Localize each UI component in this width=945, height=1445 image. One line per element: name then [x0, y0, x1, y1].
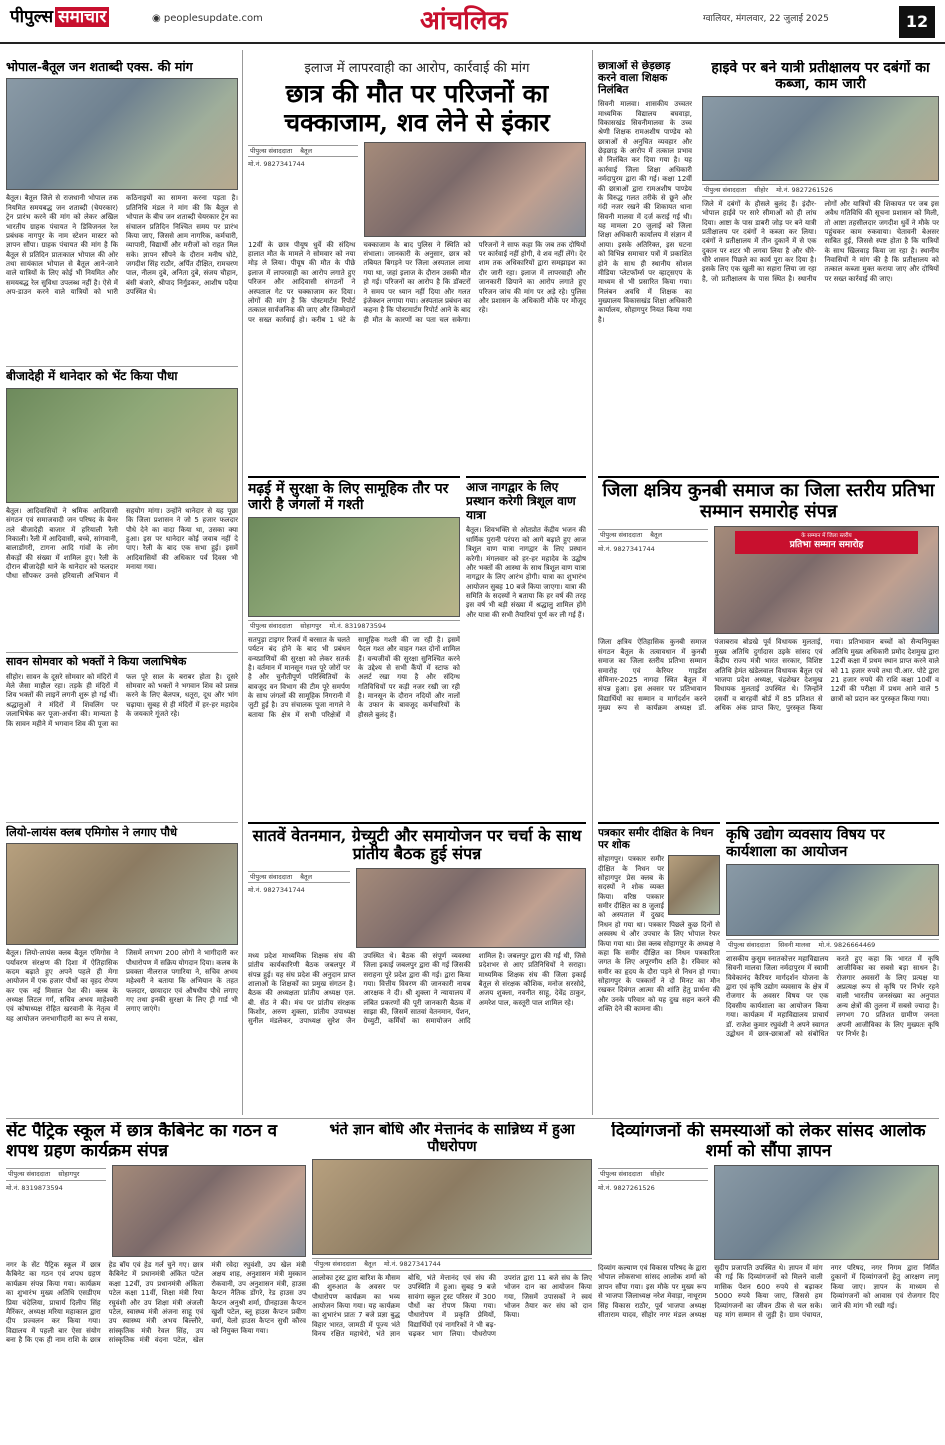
page-number: 12: [899, 6, 935, 38]
byline: पीपुल्स संवाददाता सीहोर मो.नं. 9827261526: [702, 184, 939, 197]
story-teachers-meeting: [248, 822, 586, 1112]
news-photo: [6, 843, 238, 945]
story-plantation: [312, 1122, 592, 1440]
article-body: नगर के सेंट पैट्रिक स्कूल में छात्र कैबिनेट का गठन एवं शपथ ग्रहण कार्यक्रम संपन्न किया गया। कार्यक्रम का शुभारंभ मुख्य अतिथि एसडीएम प्रिया चंदेलिया, प्राचार्य दिलीप सिंह मैरिंकर, अध्यक्ष मरिया महाकाल द्वारा दीप प्रज्वलन कर किया गया। विद्यालय में पहली बार ऐसा संयोग बना है कि एक ही नाम राशि के छात्र हेड बॉय एवं हेड गर्ल चुने गए। छात्र कैबिनेट में प्रधानमंत्री अंकित पटेल कक्षा 12वीं, उप प्रधानमंत्री अंकिता पटेल कक्षा 11वीं, शिक्षा मंत्री रिया रघुवंशी और उप शिक्षा मंत्री अंजली पटेल, स्वास्थ्य मंत्री अंजना साहू एवं उप स्वास्थ्य मंत्री अभय बिल्लौरे, सांस्कृतिक मंत्री रेवल सिंह, उप सांस्कृतिक मंत्री वंदना पटेल, खेल मंत्री रवेदा रघुवंशी, उप खेल मंत्री अक्षय शाह, अनुशासन मंत्री मुस्कान रोकवानी, उप अनुशासन मंत्री, हाउस कैप्टन नैतिक डोंगरे, रेड हाउस उप कैप्टन अनुश्री शर्मा, ग्रीनहाउस कैप्टन खुशी पटेल, ब्लू हाउस कैप्टन प्रवीण वर्मा, येलो हाउस कैप्टन सुधी कौरव को नियुक्त किया गया।: [6, 1261, 306, 1345]
story-divyang-memo: [598, 1122, 939, 1440]
headline: पत्रकार समीर दीक्षित के निधन पर शोक: [598, 822, 720, 851]
byline-mobile: मो.नं. 8319873594: [6, 1183, 63, 1192]
newspaper-logo[interactable]: [10, 6, 109, 28]
story-bijadehi: [6, 366, 238, 646]
column-rule: [242, 50, 243, 1115]
byline-mobile: मो.नं. 9827341744: [248, 160, 305, 169]
byline: पीपुल्स संवाददाता सीहोर: [598, 1168, 708, 1181]
article-body: सीहोर। सावन के दूसरे सोमवार को मंदिरों में मेले जैसा माहौल रहा। तड़के ही मंदिरों में शिव भक्तों की लाइनें लगनी शुरू हो गई थीं। श्रद्धालुओं ने मंदिरों में शिवलिंग पर जलाभिषेक कर पूजा-अर्चना की। मान्यता है कि सावन महीने में भगवान शिव की पूजा का फल पूरे साल के बराबर होता है। दूसरे सोमवार को भक्तों ने भगवान शिव को प्रसन्न करने के लिए बेलपत्र, धतूरा, दूध और भांग चढ़ाया। सुबह से ही मंदिरों में हर-हर महादेव के जयकारे गूंजते रहे।: [6, 672, 238, 728]
byline-mobile: मो.नं. 9827261526: [598, 1183, 655, 1192]
story-jan-shatabdi: [6, 60, 238, 360]
photo-banner: के सम्मान में जिला स्तरीय प्रतिभा सम्मान समारोह: [735, 531, 918, 553]
news-photo: [702, 96, 939, 181]
news-photo: [726, 864, 939, 936]
headline: भोपाल-बैतूल जन शताब्दी एक्स. की मांग: [6, 60, 193, 74]
article-body: 12वीं के छात्र पीयूष धुर्वे की संदिग्ध हालात मौत के मामले ने सोमवार को नया मोड़ ले लिया। पीयूष की मौत के पीछे इलाज में लापरवाही का आरोप लगाते हुए परिजन और आदिवासी संगठनों ने अस्पताल गेट पर चक्काजाम कर दिया। लोगों की मांग है कि पोस्टमार्टम रिपोर्ट तत्काल सार्वजनिक की जाए और जिम्मेदारों पर सख्त कार्रवाई हो। करीब 1 घंटे के चक्काजाम के बाद पुलिस ने स्थिति को संभाला। जानकारी के अनुसार, छात्र को तबियत बिगड़ने पर जिला अस्पताल लाया गया था, जहां इलाज के दौरान उसकी मौत हो गई। परिजनों का आरोप है कि डॉक्टरों ने समय पर ध्यान नहीं दिया और गलत इंजेक्शन लगाया गया। अस्पताल प्रबंधन का कहना है कि पोस्टमार्टम रिपोर्ट आने के बाद ही मौत के कारणों का पता चल सकेगा। परिजनों ने साफ कहा कि जब तक दोषियों पर कार्रवाई नहीं होगी, वे शव नहीं लेंगे। देर शाम तक अधिकारियों द्वारा समझाइश का दौर जारी रहा। इलाज में लापरवाही और जानकारी छिपाने का आरोप लगाते हुए परिजन जांच की मांग पर अड़े रहे। पुलिस और प्रशासन के अधिकारी मौके पर मौजूद रहे।: [248, 240, 586, 324]
website-link[interactable]: ◉ peoplesupdate.com: [152, 13, 263, 24]
portrait-photo: [668, 855, 720, 915]
article-body: बैतूल। शिवभक्ति से ओतप्रोत केंद्रीय भजन की धार्मिक पुरानी परंपरा को आगे बढ़ाते हुए आज त्रिशूल वाण यात्रा नागद्वार के लिए प्रस्थान करेगी। मंगलवार को हर-हर महादेव के उद्घोष और भक्तों की आस्था के साथ त्रिशूल वाण यात्रा नागद्वार के लिए आरंभ होगी। यात्रा का शुभारंभ आयोजन सुबह 10 बजे किया जाएगा। यात्रा की समिति के सदस्यों ने बताया कि हर वर्ष की तरह इस वर्ष भी बड़ी संख्या में श्रद्धालु शामिल होंगे और यात्रा की सभी तैयारियां पूर्ण कर ली गई हैं।: [466, 526, 586, 619]
article-body: बैतूल। लियो-लायंस क्लब बैतूल एमिगोस ने पर्यावरण संरक्षण की दिशा में ऐतिहासिक कदम बढ़ाते हुए अपने पहले ही मेगा आयोजन में एक हजार पौधों का वृहद रोपण कर एक नई मिसाल पेश की। क्लब के अध्यक्ष लिटल गर्ग, सचिव अभय माहेश्वरी एवं कोषाध्यक्ष रोहित खरवानी के नेतृत्व में यह आयोजन जनभागीदारी का रूप ले सका, जिसमें लगभग 200 लोगों ने भागीदारी कर पौधारोपण में सक्रिय योगदान दिया। कलब के प्रवक्ता नीलराज पगारिया ने, सचिव अभय महेश्वरी ने बताया कि अभियान के तहत फलदार, छायादार एवं औषधीय पौधे लगाए गए तथा इनकी सुरक्षा के लिए ट्री गार्ड भी लगाए जाएंगे।: [6, 949, 238, 1023]
article-body: शासकीय कुसुम स्नातकोत्तर महाविद्यालय सिवनी मालवा जिला नर्मदापुरम में स्वामी विवेकानंद कैरियर मार्गदर्शन योजना के द्वारा एवं कृषि उद्योग व्यवसाय के क्षेत्र में रोजगार के अवसर विषय पर एक दिवसीय कार्यशाला का आयोजन किया गया। कार्यक्रम में महाविद्यालय प्राचार्य डॉ. राजेश कुमार रघुवंशी ने अपने स्वागत उद्बोधन में छात्र-छात्राओं को संबोधित करते हुए कहा कि भारत में कृषि आजीविका का सबसे बड़ा साधन है। रोजगार अवसरों के लिए प्रत्यक्ष या अप्रत्यक्ष रूप से कृषि पर निर्भर रहने वाली भारतीय जनसंख्या का अनुपात अन्य क्षेत्रों की तुलना में सबसे ज्यादा है। लगभग 70 प्रतिशत ग्रामीण जनता अपनी आजीविका के लिए मुख्यतः कृषि पर निर्भर है।: [726, 954, 939, 1038]
article-body: दिव्यांग कल्याण एवं विकास परिषद के द्वारा भोपाल लोकसभा सांसद आलोक शर्मा को ज्ञापन सौंपा गया। इस मौके पर मुख्य रूप से भाजपा जिलाध्यक्ष नरेश मेवाड़ा, नाथूराम सिंह विकास राठौर, पूर्व भाजपा अध्यक्ष सीताराम यादव, सीहोर नगर मंडल अध्यक्ष सुदीप प्रजापति उपस्थित थे। ज्ञापन में मांग की गई कि दिव्यांगजनों को मिलने वाली मासिक पेंशन 600 रुपये से बढ़ाकर 5000 रुपये किया जाए, जिससे हम दिव्यांगजनों का जीवन ठीक से चल सके। यह मांग सम्मान से जुड़ी है। ग्राम पंचायत, नगर परिषद, नगर निगम द्वारा निर्मित दुकानों में दिव्यांगजनों हेतु आरक्षण लागू किया जाए। ज्ञापन के माध्यम से दिव्यांगजनों को आवास एवं रोजगार दिए जाने की मांग भी रखी गई।: [598, 1264, 939, 1319]
byline: पीपुल्स संवाददाता बैतूल मो.नं. 9827341744: [312, 1258, 592, 1271]
byline: पीपुल्स संवाददाता बैतूल: [248, 871, 350, 884]
headline: लियो-लायंस क्लब एमिगोस ने लगाए पौधे: [6, 822, 238, 839]
byline: पीपुल्स संवाददाता सोहागपुर: [6, 1168, 106, 1181]
byline-mobile: मो.नं. 9827341744: [598, 544, 655, 553]
story-lead-chakkajam: [248, 60, 586, 472]
article-body: जिला क्षत्रिय ऐतिहासिक कुनबी समाज संगठन बैतूल के तत्वावधान में कुनबी समाज का जिला स्तरीय प्रतिभा सम्मान समारोह एवं केरियर गाइडेंस सेमिनार-2025 नागदा स्थित बैतूल में संपन्न हुआ। इस अवसर पर प्रतिभावान विद्यार्थियों का सम्मान व मार्गदर्शन करने मुख्य रूप से कार्यक्रम अध्यक्ष डॉ. पंजाबराव बोडखे पूर्व विधायक मुलताई, मुख्य अतिथि दुर्गादास उइके सांसद एवं केंद्रीय राज्य मंत्री भारत सरकार, विशिष्ट अतिथि हेमंत खंडेलवाल विधायक बैतूल एवं भाजपा प्रदेश अध्यक्ष, चंद्रशेखर देशमुख विधायक मुलताई उपस्थित थे। जिन्होंने दसवीं व बारहवीं बोर्ड में 85 प्रतिशत से अधिक अंक प्राप्त किए, पुरस्कृत किया गया। प्रतिभावान बच्चों को सैन्यनियुक्त अतिथि मुख्य अधिकारी प्रमोद देशमुख द्वारा 12वीं कक्षा में प्रथम स्थान प्राप्त करने वाले को 11 हजार रुपये तथा पी.आर. पोटे द्वारा 21 हजार रुपये की राशि कक्षा 10वीं व 12वीं की परीक्षा में प्रथम आने वाले 5 छात्रों को प्रदान कर पुरस्कृत किया गया।: [598, 638, 939, 712]
byline: पीपुल्स संवाददाता बैतूल: [248, 145, 358, 158]
headline: सावन सोमवार को भक्तों ने किया जलाभिषेक: [6, 652, 238, 669]
masthead: [0, 0, 945, 44]
byline: पीपुल्स संवाददाता सिवनी मालवा मो.नं. 9826664469: [726, 939, 939, 952]
section-title: आंचलिक: [420, 6, 508, 36]
story-lions-club: [6, 822, 238, 1112]
headline: छात्राओं से छेड़छाड़ करने वाला शिक्षक निलंबित: [598, 60, 671, 97]
story-journalist-condolence: [598, 822, 720, 1112]
brand-name: पीपुल्स: [10, 7, 54, 27]
row-rule: [6, 1118, 939, 1119]
byline-mobile: मो.नं. 9827341744: [248, 886, 305, 895]
article-body: मध्य प्रदेश माध्यमिक शिक्षक संघ की प्रांतीय कार्यकारिणी बैठक जबलपुर में संपन्न हुई। यह संघ प्रदेश की अनुदान प्राप्त शालाओं के शिक्षकों का प्रमुख संगठन है। बैठक की अध्यक्षता प्रांतीय अध्यक्ष एल. बी. सेंठ ने की। मंच पर प्रांतीय संरक्षक किशोर, अरुण शुक्ला, प्रांतीय उपाध्यक्ष सुनील मंडलेकर, उपाध्यक्ष सुरेश जैन उपस्थित थे। बैठक की संपूर्ण व्यवस्था जिला इकाई जबलपुर द्वारा की गई जिसकी सराहना पूरे प्रदेश द्वारा की गई। द्वारा किया गया। वित्तीय विवरण की जानकारी नायब आरक्षक ने दी। श्री शुक्ला ने न्यायालय में लंबित प्रकरणों की पूरी जानकारी बैठक में साझा की, जिसमें सातवां वेतनमान, पेंशन, ग्रेच्युटी, कर्मियों का समायोजन आदि शामिल है। जबलपुर द्वारा की गई थी, जिसे प्रदेशभर से आए प्रतिनिधियों ने सराहा। माध्यमिक शिक्षक संघ की जिला इकाई बैतूल से संरक्षक कौशिक, मनोज सरसोदे, अजय शुक्ला, नवनीत साहू, देवेंद्र ठाकुर, अमरेश पाल, कस्तूरी पाल शामिल रहे।: [248, 951, 586, 1026]
story-madhai-patrol: [248, 476, 460, 810]
news-photo: [364, 142, 586, 237]
headline: बीजादेही में थानेदार को भेंट किया पौधा: [6, 366, 238, 384]
brand-name-highlight: समाचार: [55, 7, 109, 27]
headline: सेंट पैट्रिक स्कूल में छात्र कैबिनेट का गठन व शपथ ग्रहण कार्यक्रम संपन्न: [6, 1122, 278, 1161]
article-body: बैतूल। आदिवासियों ने श्रमिक आदिवासी संगठन एवं समाजवादी जन परिषद के बैनर तले बीजादेही बाजार में हरियाली रैली निकाली। रैली में आदिवासी, बच्चे, सांगवानी, बालाडोंगरी, टागना आदि गांवों के लोग सैकड़ों की संख्या में शामिल हुए। रैली के दौरान बीजादेही थाने के थानेदार को फलदार पौधा सौंपकर उनसे हरियाली अभियान में सहयोग मांगा। उन्होंने थानेदार से यह पूछा कि जिला प्रशासन ने जो 5 हजार फलदार पौधे देने का वादा किया था, उसका क्या हुआ। इस पर थानेदार कोई जवाब नहीं दे पाए। रैली के बाद एक सभा हुई। इसमें आदिवासियों की अधिकार पर्व दिवस भी मनाया गया।: [6, 506, 238, 581]
story-highway-shelter: [702, 60, 939, 472]
article-body: जिले में दबंगों के हौसले बुलंद हैं। इंदौर-भोपाल हाईवे पर सारे सीमाओं को ही लांघ दिया। आष्टा के पास डाबरी जोड़ पर बने यात्री प्रतीक्षालय पर दबंगों ने कब्जा कर लिया। दबंगों ने प्रतीक्षालय में तीन दुकानें में से एक दुकान पर शटर भी लगवा लिया है और धीरे-धीरे शासन पिछले का कार्य पूरा कर दिया है। इसके लिए एक खुली का सहारा लिया जा रहा है, जो प्रतीक्षालय के पास स्थित है। स्थानीय लोगों और यात्रियों की शिकायत पर जब इस अवैध गतिविधि की सूचना प्रशासन को मिली, तो आष्टा तहसीलदार जगदीश धुर्वे ने मौके पर पहुंचकर काम रुकवाया। चेतावनी बेअसर साबित हुई, जिससे स्पष्ट होता है कि यात्रियों के साथ खिलवाड़ किया जा रहा है। स्थानीय निवासियों ने मांग की है कि प्रतीक्षालय को तत्काल कब्जा मुक्त कराया जाए और दोषियों पर सख्त कार्रवाई की जाए।: [702, 199, 939, 283]
article-body: बैतूल। बैतूल जिले से राजधानी भोपाल तक नियमित समयबद्ध जन शताब्दी (चेयरकार) ट्रेन प्रारंभ करने की मांग को लेकर अखिल भारतीय ग्राहक पंचायत ने डिविजनल रेल प्रबंधक नागपुर के नाम स्टेशन मास्टर को ज्ञापन सौंपा। ग्राहक पंचायत की मांग है कि बैतूल से प्रतिदिन प्रातःकाल भोपाल की ओर तथा सायंकाल भोपाल से बैतूल आने-जाने वाले यात्रियों के लिए कोई भी नियमित और समयबद्ध रेल सुविधा उपलब्ध नहीं है। ऐसे में अप-डाउन करने वाले यात्रियों को भारी कठिनाइयों का सामना करना पड़ता है। प्रतिनिधि मंडल ने मांग की कि बैतूल से भोपाल के बीच जन शताब्दी चेयरकार ट्रेन का संचालन प्रतिदिन निश्चित समय पर प्रारंभ किया जाए, जिससे आम नागरिक, कर्मचारी, व्यापारी, विद्यार्थी और मरीजों को राहत मिल सके। ज्ञापन सौंपने के दौरान मनीष घोटे, जगदीश सिंह राठौर, अर्पित दीक्षित, रामचरण पाल, नीलम दुबे, अनिता दुबे, संजय चौहान, बंसी बंजारे, श्रीपाद निर्गुडकर, आशीष पदैया उपस्थित थे।: [6, 194, 238, 297]
headline: सातवें वेतनमान, ग्रेच्युटी और समायोजन पर चर्चा के साथ प्रांतीय बैठक हुई संपन्न: [248, 822, 586, 864]
byline: पीपुल्स संवाददाता सोहागपुर मो.नं. 8319873594: [248, 620, 460, 633]
news-photo: [714, 526, 939, 634]
headline: आज नागद्वार के लिए प्रस्थान करेगी त्रिशूल वाण यात्रा: [466, 476, 586, 522]
news-photo: [312, 1159, 592, 1255]
news-photo: [714, 1165, 939, 1260]
story-st-patrick-school: [6, 1122, 306, 1440]
article-body: आलोका ट्रस्ट द्वारा बारिश के मौसम की शुरुआत के अवसर पर पौधारोपण कार्यक्रम का भव्य आयोजन किया गया। यह कार्यक्रम का शुभारंभ प्रातः 7 बजे प्रज्ञा बुद्ध विहार भारत, जामठी में पूज्य भंते विनय रक्षित महाथेरो, भंते ज्ञान बोधि, भंते मेत्तानंद एवं संघ की उपस्थिति में हुआ। सुबह 9 बजे सावंगा स्कूल ट्रस्ट परिसर में 300 पौधों का रोपण किया गया। पौधारोपण में प्रकृति प्रेमियों, विद्यार्थियों एवं नागरिकों ने भी बढ़-चढ़कर भाग लिया। पौधरोपण उपरांत द्वारा 11 बजे संघ के लिए भोजन दान का आयोजन किया गया, जिसमें उपासकों ने स्वयं भोजन तैयार कर संघ को दान किया।: [312, 1273, 592, 1339]
news-photo: [6, 388, 238, 503]
article-body: सोहागपुर। पत्रकार समीर दीक्षित के निधन पर सोहागपुर प्रेस क्लब के सदस्यों ने शोक व्यक्त किया। वरिष्ठ पत्रकार समीर दीक्षित का 8 जुलाई को अस्पताल में दुखद निधन हो गया था। पत्रकार पिछले कुछ दिनों से अस्वस्थ थे और उपचार के लिए भोपाल रेफर किया गया था। प्रेस क्लब सोहागपुर के अध्यक्ष ने कहा कि समीर दीक्षित का निधन पत्रकारिता जगत के लिए अपूरणीय क्षति है। रविवार को समीर का हृदय के दौरा पड़ने से निधन हो गया। सोहागपुर के पत्रकारों ने दो मिनट का मौन रखकर दिवंगत आत्मा की शांति हेतु प्रार्थना की और उनके परिवार को यह दुख सहन करने की शक्ति देने की कामना की।: [598, 855, 720, 1014]
kicker: इलाज में लापरवाही का आरोप, कार्रवाई की मांग: [304, 61, 530, 76]
story-sawan-somvar: [6, 652, 238, 812]
news-photo: [112, 1165, 306, 1257]
byline: पीपुल्स संवाददाता बैतूल: [598, 529, 708, 542]
headline: दिव्यांगजनों की समस्याओं को लेकर सांसद आलोक शर्मा को सौंपा ज्ञापन: [611, 1122, 926, 1161]
headline: भंते ज्ञान बोधि और मेत्तानंद के सान्निध्य में हुआ पौधरोपण: [329, 1122, 575, 1155]
headline: जिला क्षत्रिय कुनबी समाज का जिला स्तरीय प्रतिभा सम्मान समारोह संपन्न: [598, 476, 939, 522]
story-trishul-yatra: [466, 476, 586, 810]
headline: हाइवे पर बने यात्री प्रतीक्षालय पर दबंगों का कब्जा, काम जारी: [711, 60, 930, 93]
story-krishi-workshop: [726, 822, 939, 1112]
news-photo: [6, 78, 238, 190]
headline: मढ़ई में सुरक्षा के लिए सामूहिक तौर पर जारी है जंगलों में गश्ती: [248, 476, 460, 513]
article-body: सतपुड़ा टाइगर रिजर्व में बरसात के चलते पर्यटन बंद होने के बाद भी प्रबंधन वन्यप्राणियों की सुरक्षा को लेकर सतर्क है। वर्तमान में मानसून गश्त पूरे जोरों पर है और चुनौतीपूर्ण परिस्थितियों के बावजूद वन विभाग की टीम पूरे समर्पण के साथ जंगलों की सामूहिक निगरानी में जुटी हुई है। उप संचालक पूजा नागले ने बताया कि क्षेत्र में सभी परिक्षेत्रों में सामूहिक गश्ती की जा रही है। इसमें पैदल गश्त और वाहन गश्त दोनों शामिल हैं। वन्यजीवों की सुरक्षा सुनिश्चित करने के उद्देश्य से सभी कैंपों में स्टाफ को अलर्ट रखा गया है और संदिग्ध गतिविधियों पर कड़ी नजर रखी जा रही है। मानसून के दौरान नदियों और नालों के उफान के बावजूद कर्मचारियों के हौसले बुलंद हैं।: [248, 635, 460, 719]
story-kunbi-samaj: [598, 476, 939, 810]
globe-icon: ◉: [152, 13, 161, 24]
dateline: ग्वालियर, मंगलवार, 22 जुलाई 2025: [703, 14, 829, 24]
news-photo: [248, 517, 460, 617]
headline: कृषि उद्योग व्यवसाय विषय पर कार्यशाला का आयोजन: [726, 822, 939, 860]
news-photo: [356, 868, 586, 948]
story-teacher-suspended: [592, 60, 692, 472]
article-body: सिवनी मालवा। शासकीय उच्चतर माध्यमिक विद्यालय बघवाड़ा, विकासखंड सिवनीमालवा के उच्च श्रेणी शिक्षक रामअशीष पाण्डेय को छात्राओं से अनुचित व्यवहार और छेड़छाड़ के आरोप में तत्काल प्रभाव से निलंबित कर दिया गया है। यह कार्रवाई जिला शिक्षा अधिकारी नर्मदापुरम द्वारा की गई। कक्षा 12वीं की छात्राओं द्वारा रामअशीष पाण्डेय के विरुद्ध गलत तरीके से छूने और गंदी नजर रखने की शिकायत थाना सिवनी मालवा में दर्ज कराई गई थी। यह मामला 20 जुलाई को जिला शिक्षा अधिकारी कार्यालय में संज्ञान में आया। इसके अतिरिक्त, इस घटना को विभिन्न समाचार पत्रों में प्रकाशित होने के साथ ही स्थानीय सोशल मीडिया प्लेटफॉर्म्स पर व्हाट्सएप के माध्यम से भी प्रसारित किया गया। निलंबन अवधि में शिक्षक का मुख्यालय विकासखंड शिक्षा अधिकारी कार्यालय, सोहागपुर नियत किया गया है।: [598, 100, 692, 324]
lead-headline: छात्र की मौत पर परिजनों का चक्काजाम, शव लेने से इंकार: [284, 79, 550, 137]
